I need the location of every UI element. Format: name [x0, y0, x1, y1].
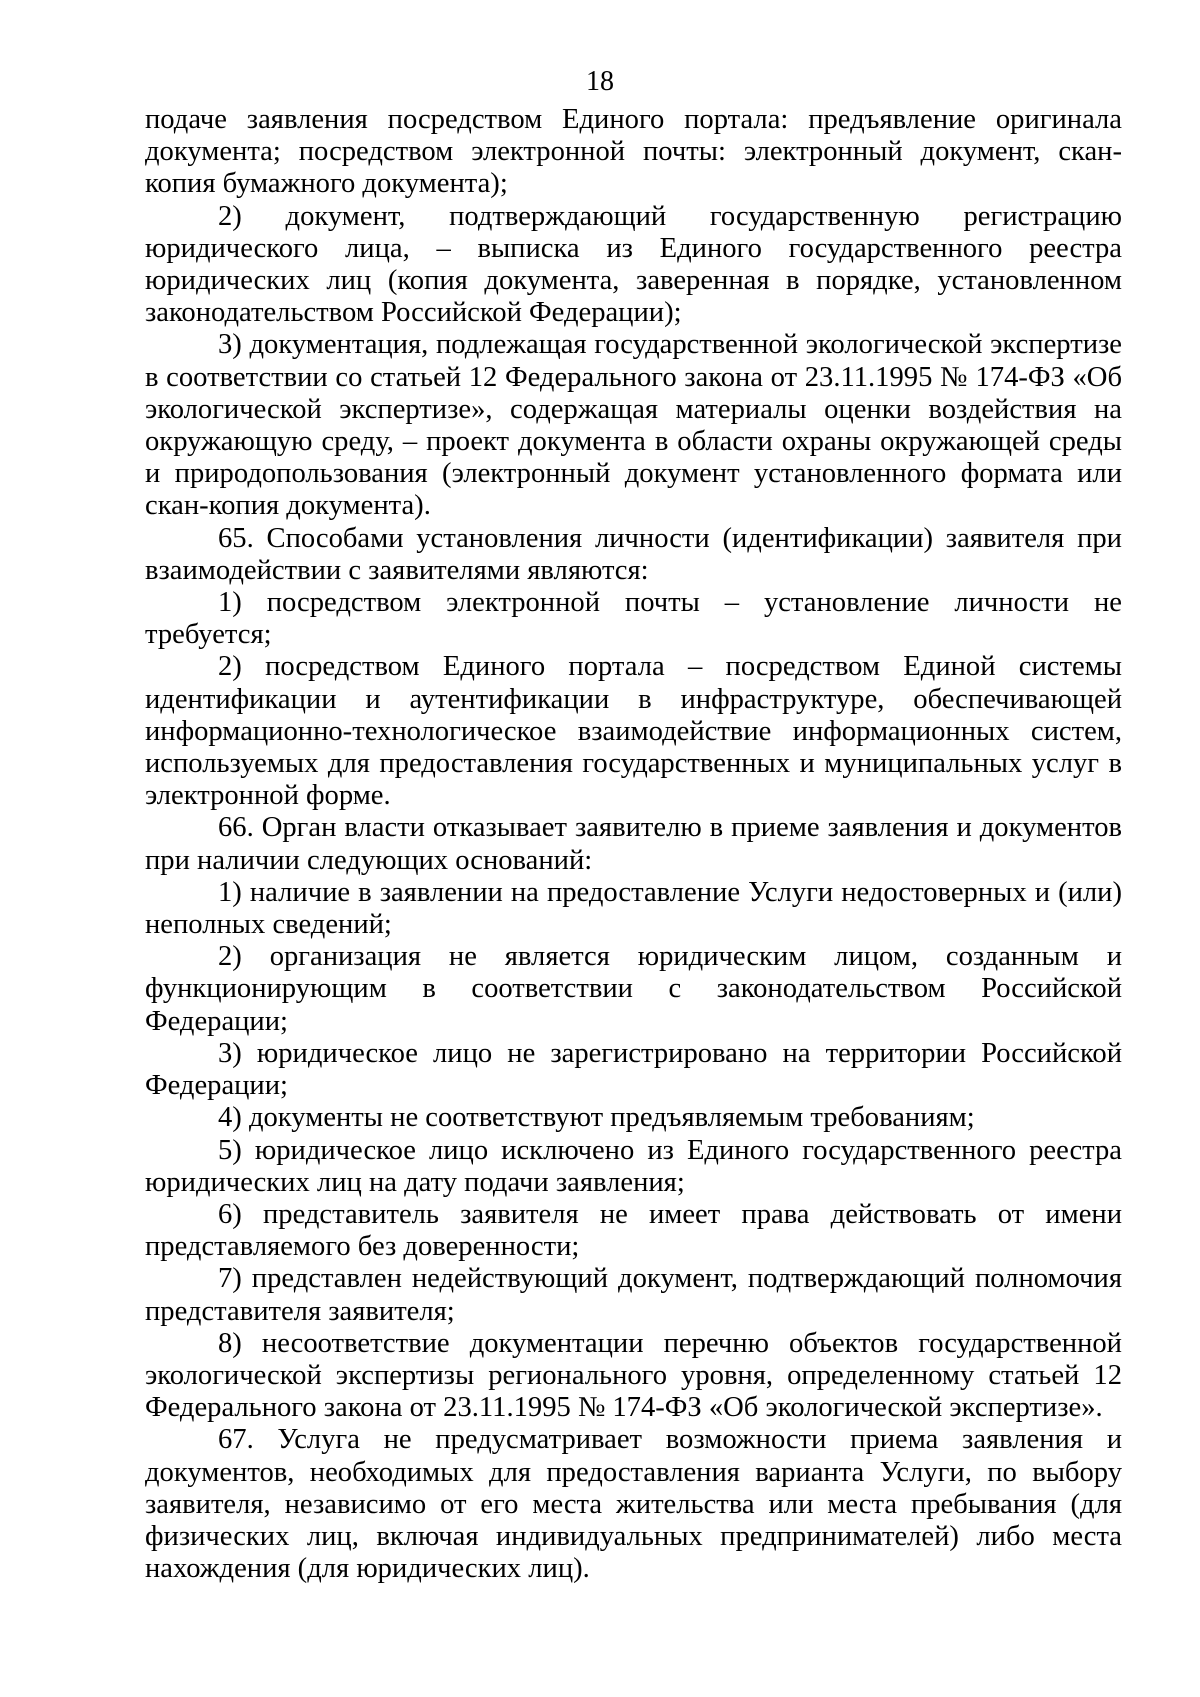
paragraph-continuation: подаче заявления посредством Единого портала: предъявление оригинала документа; посредством электронной почты: электронный документ, скан-копия бумажного документа); — [145, 104, 1122, 200]
paragraph-66-item-7: 7) представлен недействующий документ, подтверждающий полномочия представителя заявителя; — [145, 1263, 1122, 1327]
paragraph-65-item-2: 2) посредством Единого портала – посредством Единой системы идентификации и аутентификации в инфраструктуре, обеспечивающей информационно-технологическое взаимодействие информационных систем, используемых для предоставления государственных и муниципальных услуг в электронной форме. — [145, 651, 1122, 812]
paragraph-66-item-8: 8) несоответствие документации перечню объектов государственной экологической экспертизы регионального уровня, определенному статьей 12 Федерального закона от 23.11.1995 № 174-ФЗ «Об экологической экспертизе». — [145, 1327, 1122, 1424]
page-number: 18 — [586, 66, 614, 97]
paragraph-66-item-3: 3) юридическое лицо не зарегистрировано на территории Российской Федерации; — [145, 1037, 1122, 1102]
paragraph-item-3-documentation: 3) документация, подлежащая государственной экологической экспертизе в соответствии со статьей 12 Федерального закона от 23.11.1995 № 174-ФЗ «Об экологической экспертизе», содержащая материалы оценки воздействия на окружающую среду, – проект документа в области охраны окружающей среды и природопользования (электронный документ установленного формата или скан-копия документа). — [145, 329, 1122, 522]
paragraph-66-item-2: 2) организация не является юридическим лицом, созданным и функционирующим в соответствии с законодательством Российской Федерации; — [145, 941, 1122, 1037]
paragraph-66-item-1: 1) наличие в заявлении на предоставление Услуги недостоверных и (или) неполных сведений; — [145, 876, 1122, 941]
paragraph-66-refusal-grounds: 66. Орган власти отказывает заявителю в приеме заявления и документов при наличии следующих оснований: — [145, 812, 1122, 876]
paragraph-66-item-6: 6) представитель заявителя не имеет права действовать от имени представляемого без доверенности; — [145, 1198, 1122, 1263]
document-body — [145, 104, 1122, 1585]
paragraph-66-item-5: 5) юридическое лицо исключено из Единого государственного реестра юридических лиц на дату подачи заявления; — [145, 1134, 1122, 1198]
paragraph-67-service-extraterritorial: 67. Услуга не предусматривает возможности приема заявления и документов, необходимых для предоставления варианта Услуги, по выбору заявителя, независимо от его места жительства или места пребывания (для физических лиц, включая индивидуальных предпринимателей) либо места нахождения (для юридических лиц). — [145, 1424, 1122, 1585]
paragraph-66-item-4: 4) документы не соответствуют предъявляемым требованиям; — [218, 1102, 975, 1134]
paragraph-65-identification: 65. Способами установления личности (идентификации) заявителя при взаимодействии с заявителями являются: — [145, 522, 1122, 586]
paragraph-item-2-registration: 2) документ, подтверждающий государственную регистрацию юридического лица, – выписка из Единого государственного реестра юридических лиц (копия документа, заверенная в порядке, установленном законодательством Российской Федерации); — [145, 200, 1122, 329]
paragraph-65-item-1: 1) посредством электронной почты – установление личности не требуется; — [145, 587, 1122, 651]
